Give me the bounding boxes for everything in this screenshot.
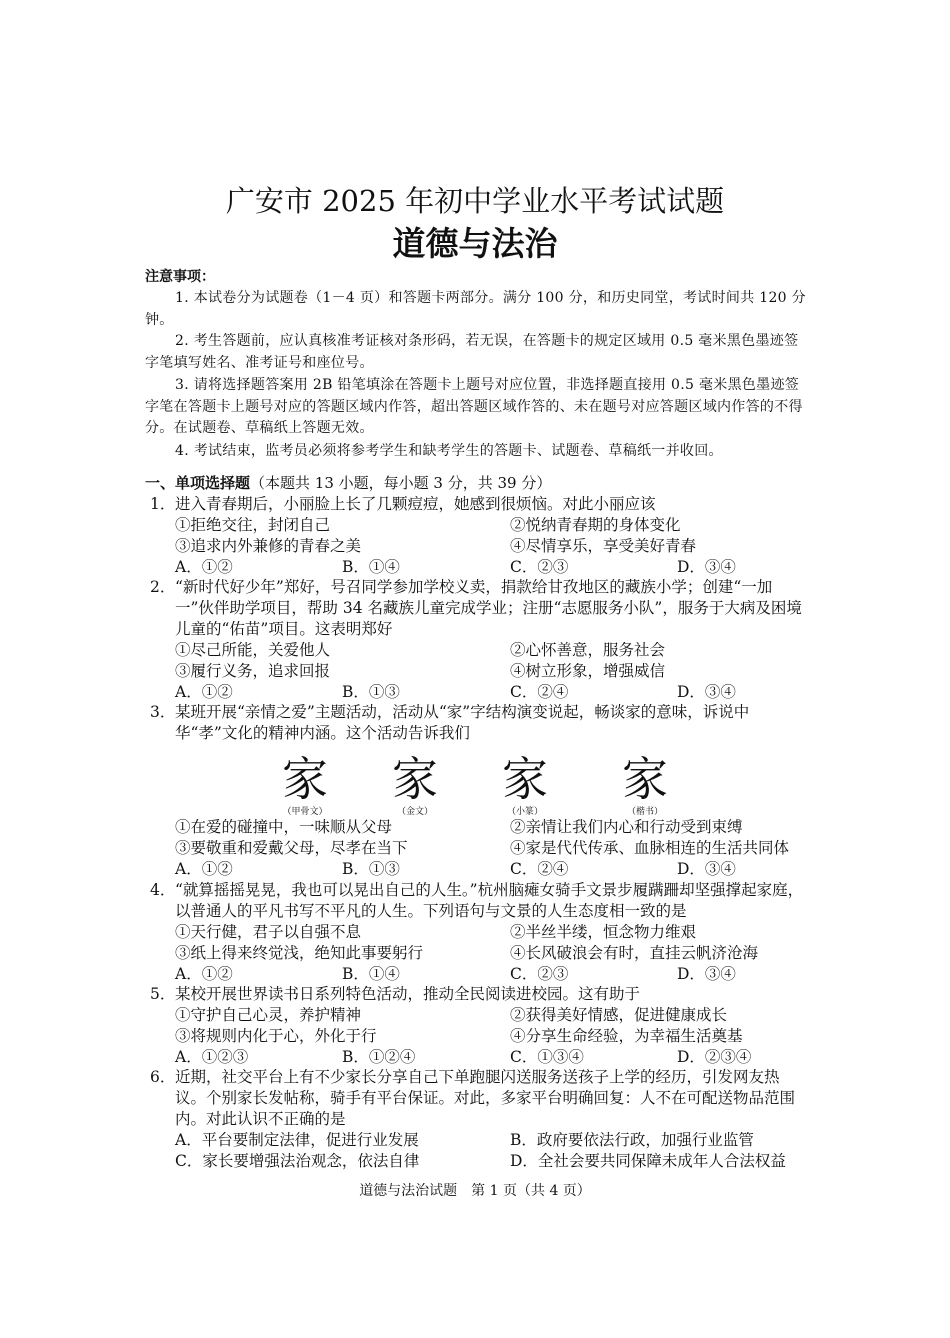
choice-b: B．①③ (342, 860, 400, 878)
choice-a: A．①② (175, 558, 233, 576)
question-1 (150, 494, 810, 578)
glyph-char: 家 (282, 752, 328, 806)
choice-d: D．②③④ (677, 1048, 752, 1066)
choice-a: A．①② (175, 965, 233, 983)
choice-d: D．③④ (677, 860, 736, 878)
statement-3: ③要敬重和爱戴父母，尽孝在当下 (175, 839, 408, 857)
notes-heading: 注意事项： (145, 269, 215, 285)
statement-3: ③纸上得来终觉浅，绝知此事要躬行 (175, 944, 424, 962)
question-stem: 进入青春期后，小丽脸上长了几颗痘痘，她感到很烦恼。对此小丽应该 (175, 495, 656, 513)
question-5 (150, 984, 810, 1068)
statement-1: ①守护自己心灵，养护精神 (175, 1006, 362, 1024)
note-item-1: 1. 本试卷分为试题卷（1－4 页）和答题卡两部分。满分 100 分，和历史同堂，考试时间共 120 分钟。 (145, 290, 806, 328)
option-row (175, 536, 810, 557)
statement-1: ①拒绝交往，封闭自己 (175, 516, 331, 534)
option-row (175, 661, 810, 682)
choice-a: A．①②③ (175, 1048, 249, 1066)
choice-c: C．②③ (510, 558, 569, 576)
question-3 (150, 702, 810, 744)
statement-2: ②亲情让我们内心和行动受到束缚 (510, 818, 743, 836)
section-heading (145, 473, 551, 493)
glyph-char: 家 (392, 752, 438, 806)
note-item-2: 2. 考生答题前，应认真核准考证核对条形码，若无误，在答题卡的规定区域用 0.5 毫米黑色墨迹签字笔填写姓名、准考证号和座位号。 (145, 333, 799, 371)
choice-b: B．①③ (342, 683, 400, 701)
choice-d: D．③④ (677, 558, 736, 576)
question-number: 2． (150, 578, 176, 596)
option-row (175, 1130, 810, 1151)
statement-1: ①在爱的碰撞中，一味顺从父母 (175, 818, 393, 836)
statement-2: ②悦纳青春期的身体变化 (510, 516, 681, 534)
question-6 (150, 1067, 810, 1172)
choice-b: B．①②④ (342, 1048, 416, 1066)
option-row (175, 1005, 810, 1026)
choice-c: C．①③④ (510, 1048, 584, 1066)
page-footer: 道德与法治试题 第 1 页（共 4 页） (359, 1183, 591, 1199)
oracle-bone-glyph (270, 752, 340, 818)
question-number: 3． (150, 703, 176, 721)
section-detail: （本题共 13 小题，每小题 3 分，共 39 分） (250, 474, 552, 492)
statement-4: ④树立形象，增强威信 (510, 662, 666, 680)
statement-1: ①尽己所能，关爱他人 (175, 641, 331, 659)
question-2 (150, 577, 810, 703)
question-stem: 近期，社交平台上有不少家长分享自己下单跑腿闪送服务送孩子上学的经历，引发网友热议。个别家长发帖称，骑手有平台保证。对此，多家平台明确回复：人不在可配送物品范围内。对此认识不正确的是 (175, 1068, 796, 1128)
choice-c: C．②④ (510, 683, 569, 701)
choice-b: B．政府要依法行政，加强行业监管 (510, 1131, 754, 1149)
statement-1: ①天行健，君子以自强不息 (175, 923, 362, 941)
statement-3: ③将规则内化于心，外化于行 (175, 1027, 377, 1045)
answer-row (175, 859, 810, 880)
question-number: 6． (150, 1068, 176, 1086)
question-stem: “就算摇摇晃晃，我也可以晃出自己的人生。”杭州脑瘫女骑手文景步履蹒跚却坚强撑起家庭，以普通人的平凡书写不平凡的人生。下列语句与文景的人生态度相一致的是 (175, 881, 804, 920)
section-label: 一、单项选择题 (145, 474, 251, 492)
character-evolution-figure (270, 752, 690, 822)
choice-b: B．①④ (342, 558, 400, 576)
statement-3: ③履行义务，追求回报 (175, 662, 331, 680)
question-4 (150, 880, 810, 985)
choice-a: A．①② (175, 683, 233, 701)
statement-2: ②获得美好情感，促进健康成长 (510, 1006, 728, 1024)
choice-d: D．全社会要共同保障未成年人合法权益 (510, 1152, 786, 1170)
glyph-caption: （金文） (396, 807, 433, 817)
glyph-caption: （楷书） (626, 807, 663, 817)
choice-c: C．②④ (510, 860, 569, 878)
exam-title: 广安市 2025 年初中学业水平考试试题 (225, 184, 725, 218)
glyph-caption: （小篆） (506, 807, 543, 817)
answer-row (175, 964, 810, 985)
choice-b: B．①④ (342, 965, 400, 983)
statement-4: ④分享生命经验，为幸福生活奠基 (510, 1027, 743, 1045)
question-number: 4． (150, 881, 176, 899)
question-3-options (150, 817, 810, 880)
question-number: 5． (150, 985, 176, 1003)
option-row (175, 817, 810, 838)
choice-d: D．③④ (677, 683, 736, 701)
choice-c: C．②③ (510, 965, 569, 983)
note-item-4: 4. 考试结束，监考员必须将参考学生和缺考学生的答题卡、试题卷、草稿纸一并收回。 (175, 443, 723, 459)
question-number: 1． (150, 495, 176, 513)
choice-c: C．家长要增强法治观念，依法自律 (175, 1152, 420, 1170)
option-row (175, 922, 810, 943)
statement-4: ④长风破浪会有时，直挂云帆济沧海 (510, 944, 759, 962)
statement-2: ②心怀善意，服务社会 (510, 641, 666, 659)
option-row (175, 943, 810, 964)
glyph-char: 家 (502, 752, 548, 806)
option-row (175, 838, 810, 859)
option-row (175, 640, 810, 661)
statement-4: ④尽情享乐，享受美好青春 (510, 537, 697, 555)
glyph-char: 家 (622, 752, 668, 806)
question-stem: 某校开展世界读书日系列特色活动，推动全民阅读进校园。这有助于 (175, 985, 641, 1003)
question-stem: 某班开展“亲情之爱”主题活动，活动从“家”字结构演变说起，畅谈家的意味，诉说中华“孝”文化的精神内涵。这个活动告诉我们 (175, 703, 750, 742)
regular-script-glyph (610, 752, 680, 818)
option-row (175, 515, 810, 536)
answer-row (175, 557, 810, 578)
statement-2: ②半丝半缕，恒念物力维艰 (510, 923, 697, 941)
answer-row (175, 1047, 810, 1068)
option-row (175, 1026, 810, 1047)
statement-4: ④家是代代传承、血脉相连的生活共同体 (510, 839, 790, 857)
option-row (175, 1151, 810, 1172)
answer-row (175, 682, 810, 703)
statement-3: ③追求内外兼修的青春之美 (175, 537, 362, 555)
seal-script-glyph (490, 752, 560, 818)
subject-title: 道德与法治 (392, 224, 558, 263)
bronze-glyph (380, 752, 450, 818)
choice-d: D．③④ (677, 965, 736, 983)
question-stem: “新时代好少年”郑好，号召同学参加学校义卖，捐款给甘孜地区的藏族小学；创建“一加一”伙伴助学项目，帮助 34 名藏族儿童完成学业；注册“志愿服务小队”，服务于大病及困境儿童的“佑苗”项目。这表明郑好 (175, 578, 802, 638)
note-item-3: 3. 请将选择题答案用 2B 铅笔填涂在答题卡上题号对应位置，非选择题直接用 0.5 毫米黑色墨迹签字笔在答题卡上题号对应的答题区域内作答，超出答题区域作答的、未在题号对应答题区域内作答的不得分。在试题卷、草稿纸上答题无效。 (145, 377, 803, 436)
choice-a: A．①② (175, 860, 233, 878)
glyph-caption: （甲骨文） (282, 807, 328, 817)
choice-a: A．平台要制定法律，促进行业发展 (175, 1131, 419, 1149)
